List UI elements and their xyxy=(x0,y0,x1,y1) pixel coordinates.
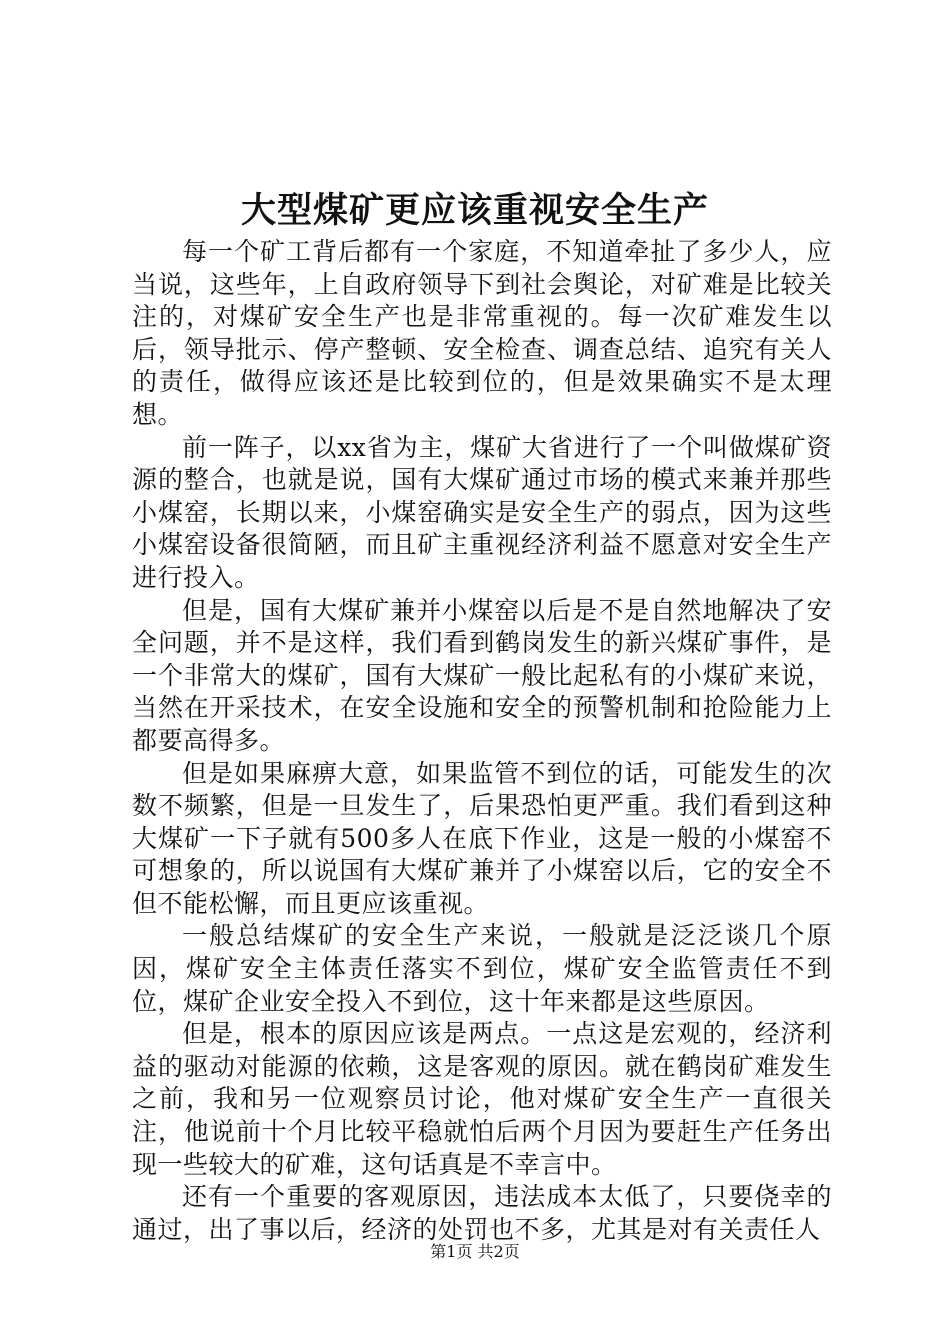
paragraph: 但是，根本的原因应该是两点。一点这是宏观的，经济利益的驱动对能源的依赖，这是客观的原因。就在鹤岗矿难发生之前，我和另一位观察员讨论，他对煤矿安全生产一直很关注，他说前十个月比较平稳就怕后两个月因为要赶生产任务出现一些较大的矿难，这句话真是不幸言中。 xyxy=(132,1019,832,1179)
document-body xyxy=(132,236,832,1246)
paragraph: 还有一个重要的客观原因，违法成本太低了，只要侥幸的通过，出了事以后，经济的处罚也不多，尤其是对有关责任人 xyxy=(132,1182,832,1244)
paragraph: 前一阵子，以xx省为主，煤矿大省进行了一个叫做煤矿资源的整合，也就是说，国有大煤矿通过市场的模式来兼并那些小煤窑，长期以来，小煤窑确实是安全生产的弱点，因为这些小煤窑设备很简陋，而且矿主重视经济利益不愿意对安全生产进行投入。 xyxy=(132,432,832,592)
page-footer: 第1页 共2页 xyxy=(430,1242,520,1261)
paragraph: 每一个矿工背后都有一个家庭，不知道牵扯了多少人，应当说，这些年，上自政府领导下到社会舆论，对矿难是比较关注的，对煤矿安全生产也是非常重视的。每一次矿难发生以后，领导批示、停产整顿、安全检查、调查总结、追究有关人的责任，做得应该还是比较到位的，但是效果确实不是太理想。 xyxy=(132,237,832,429)
document-title: 大型煤矿更应该重视安全生产 xyxy=(240,190,709,231)
paragraph: 但是，国有大煤矿兼并小煤窑以后是不是自然地解决了安全问题，并不是这样，我们看到鹤岗发生的新兴煤矿事件，是一个非常大的煤矿，国有大煤矿一般比起私有的小煤矿来说，当然在开采技术，在安全设施和安全的预警机制和抢险能力上都要高得多。 xyxy=(132,595,832,755)
paragraph: 一般总结煤矿的安全生产来说，一般就是泛泛谈几个原因，煤矿安全主体责任落实不到位，煤矿安全监管责任不到位，煤矿企业安全投入不到位，这十年来都是这些原因。 xyxy=(132,921,832,1016)
paragraph: 但是如果麻痹大意，如果监管不到位的话，可能发生的次数不频繁，但是一旦发生了，后果恐怕更严重。我们看到这种大煤矿一下子就有500多人在底下作业，这是一般的小煤窑不可想象的，所以说国有大煤矿兼并了小煤窑以后，它的安全不但不能松懈，而且更应该重视。 xyxy=(132,758,832,918)
